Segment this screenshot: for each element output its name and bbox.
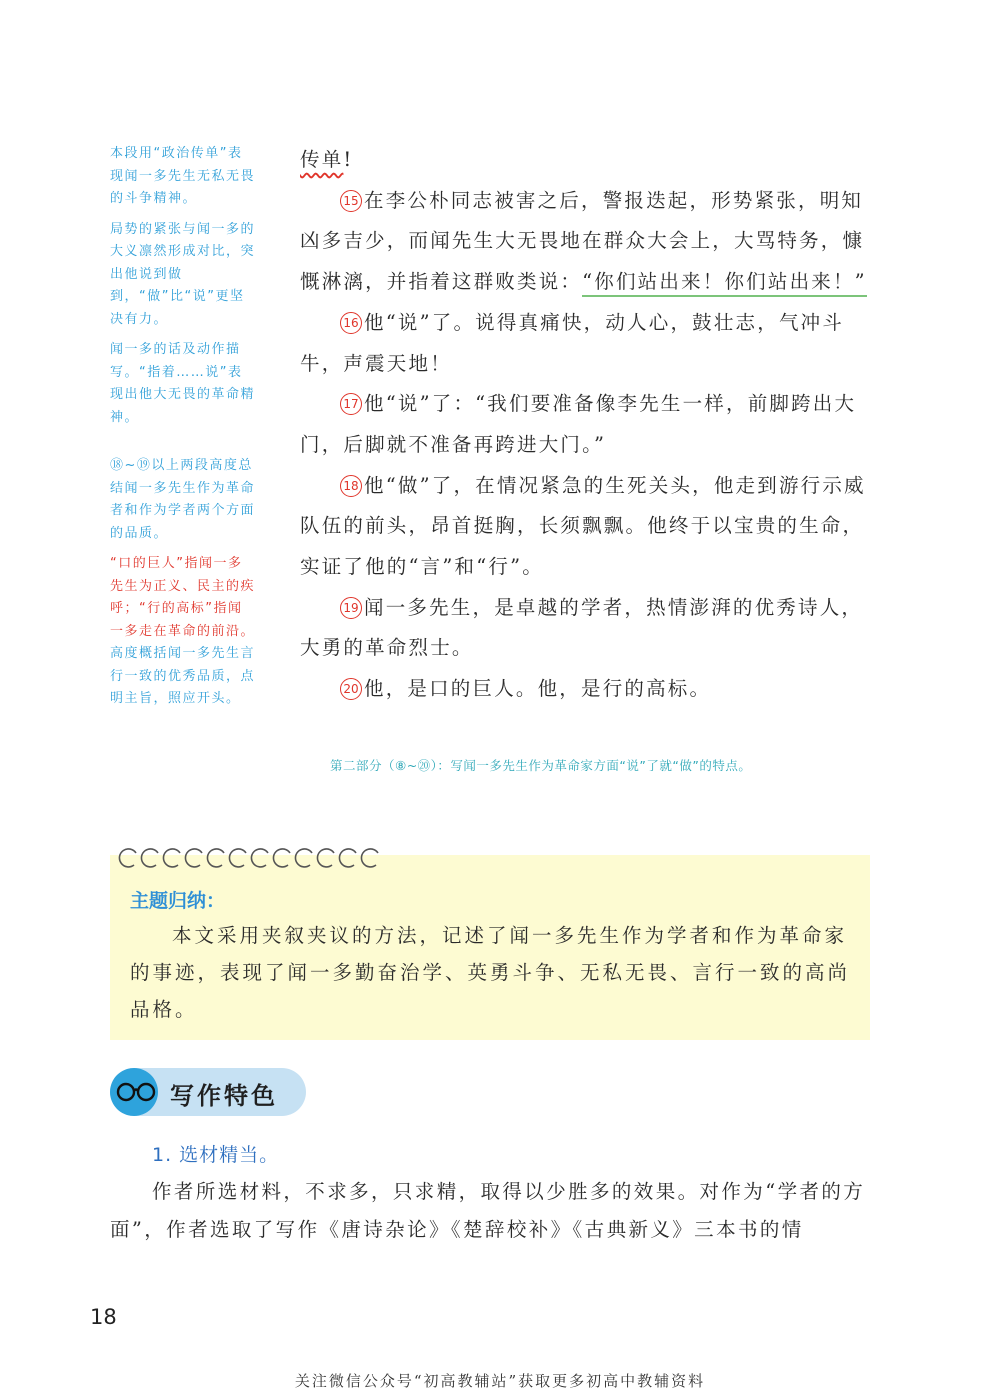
section-summary: 第二部分（⑧~⑳）：写闻一多先生作为革命家方面“说”了就“做”的特点。 <box>330 758 752 773</box>
main-text <box>300 140 870 710</box>
binder-rings-icon <box>116 845 396 869</box>
side-note: “口的巨人”指闻一多先生为正义、民主的疾呼；“行的高标”指闻一多走在革命的前沿。 <box>110 556 256 639</box>
item-heading: 1. 选材精当。 <box>152 1144 280 1166</box>
paragraph-number: 20 <box>340 678 362 700</box>
side-note: 高度概括闻一多先生言行一致的优秀品质，点明主旨，照应开头。 <box>110 646 256 706</box>
page-number: 18 <box>90 1305 117 1329</box>
side-note: 本段用“政治传单”表现闻一多先生无私无畏的斗争精神。 <box>110 146 256 206</box>
side-note: 闻一多的话及动作描写。“指着……说”表现出他大无畏的革命精神。 <box>110 342 256 425</box>
glasses-icon <box>114 1081 158 1103</box>
paragraph-16: 16 他“说”了。说得真痛快，动人心，鼓壮志，气冲斗牛，声震天地！ <box>300 310 845 375</box>
side-note: 局势的紧张与闻一多的大义凛然形成对比，突出他说到做到，“做”比“说”更坚决有力。 <box>110 221 256 327</box>
theme-title: 主题归纳： <box>130 890 226 912</box>
paragraph-number: 19 <box>340 597 362 619</box>
underlined-quote: “你们站出来！你们站出来！” <box>582 270 867 297</box>
paragraph-number: 16 <box>340 312 362 334</box>
theme-text: 本文采用夹叙夹议的方法，记述了闻一多先生作为学者和作为革命家的事迹，表现了闻一多勤奋治学、英勇斗争、无私无畏、言行一致的高尚品格。 <box>130 924 851 1021</box>
paragraph-18: 18 他“做”了，在情况紧急的生死关头，他走到游行示威队伍的前头，昂首挺胸，长须飘飘。他终于以宝贵的生命，实证了他的“言”和“行”。 <box>300 473 866 579</box>
footer-text: 关注微信公众号“初高教辅站”获取更多初高中教辅资料 <box>294 1372 706 1390</box>
paragraph-number: 17 <box>340 393 362 415</box>
paragraph-20: 20 他，是口的巨人。他，是行的高标。 <box>300 669 870 710</box>
writing-section-header <box>110 1068 306 1116</box>
paragraph-continuation: 传单! <box>300 148 354 171</box>
paragraph-19: 19 闻一多先生，是卓越的学者，热情澎湃的优秀诗人，大勇的革命烈士。 <box>300 595 864 660</box>
section-title: 写作特色 <box>170 1082 278 1110</box>
paragraph-17: 17 他“说”了：“我们要准备像李先生一样，前脚跨出大门，后脚就不准备再跨进大门。” <box>300 392 857 456</box>
paragraph-number: 15 <box>340 190 362 212</box>
theme-box <box>110 855 870 1040</box>
paragraph-number: 18 <box>340 475 362 497</box>
margin-notes <box>110 143 255 719</box>
side-note: ⑱~⑲以上两段高度总结闻一多先生作为革命者和作为学者两个方面的品质。 <box>110 458 256 541</box>
wavy-underlined-text: 传单 <box>300 148 344 171</box>
item-body: 作者所选材料，不求多，只求精，取得以少胜多的效果。对作为“学者的方面”，作者选取了写作《唐诗杂论》《楚辞校补》《古典新义》三本书的情 <box>110 1180 866 1241</box>
paragraph-15: 15 在李公朴同志被害之后，警报迭起，形势紧张，明知凶多吉少，而闻先生大无畏地在群众大会上，大骂特务，慷慨淋漓，并指着这群败类说：“你们站出来！你们站出来！” <box>300 181 870 303</box>
